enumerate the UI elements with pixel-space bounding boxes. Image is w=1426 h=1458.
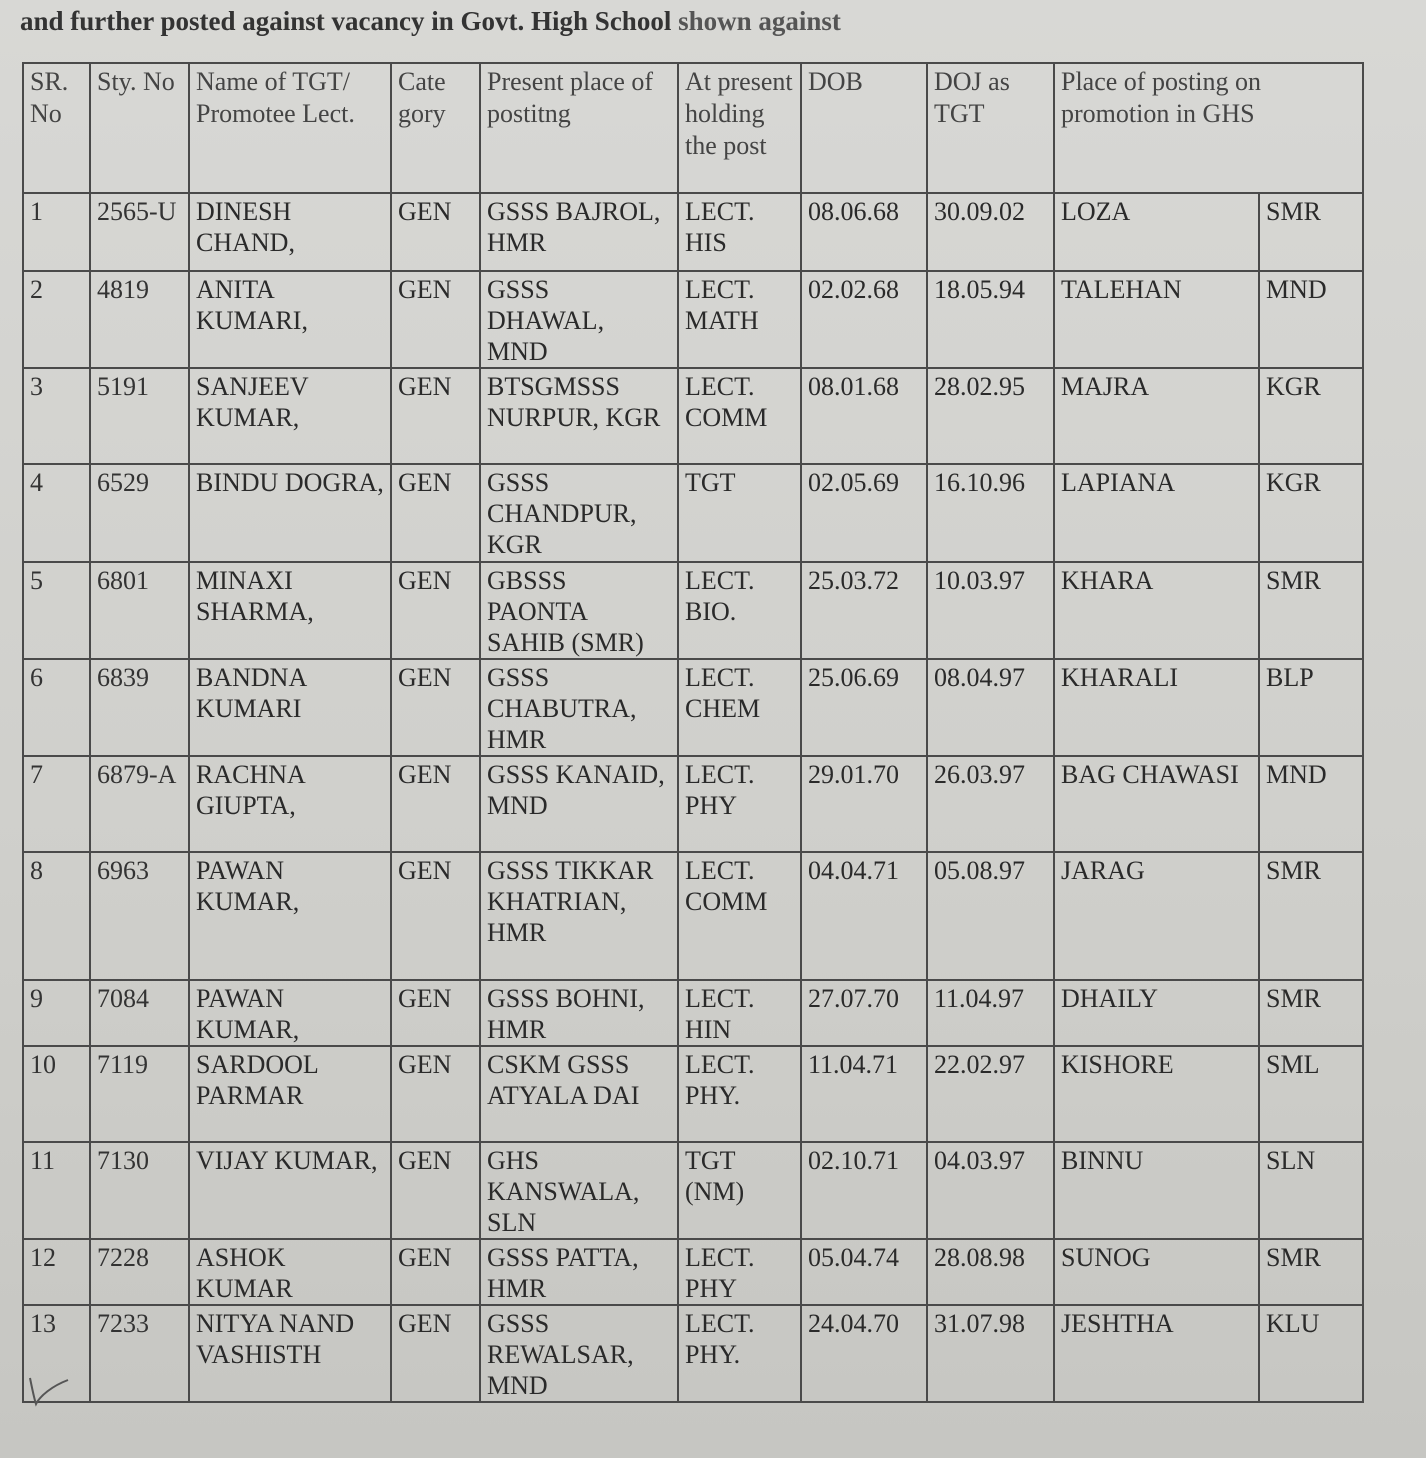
table-row [23, 271, 1363, 368]
cell-sty-no: 7084 [90, 980, 189, 1046]
header-category: Cate gory [391, 63, 480, 193]
cell-category: GEN [391, 271, 480, 368]
cell-name: ASHOK KUMAR [189, 1239, 391, 1305]
cell-doj: 04.03.97 [927, 1142, 1054, 1239]
cell-dob: 05.04.74 [801, 1239, 927, 1305]
cell-name: SANJEEV KUMAR, [189, 368, 391, 464]
cell-name: PAWAN KUMAR, [189, 980, 391, 1046]
header-dob: DOB [801, 63, 927, 193]
cell-sr-no: 8 [23, 852, 90, 980]
cell-posting-district: SMR [1259, 1239, 1363, 1305]
header-sr-no: SR. No [23, 63, 90, 193]
cell-present-place: GSSS PATTA, HMR [480, 1239, 678, 1305]
table-row [23, 464, 1363, 562]
cell-present-post: LECT. COMM [678, 852, 801, 980]
cell-present-post: LECT. PHY [678, 756, 801, 852]
cell-posting-district: KGR [1259, 464, 1363, 562]
cell-present-post: LECT. HIS [678, 193, 801, 271]
cell-sr-no: 7 [23, 756, 90, 852]
cell-sr-no: 2 [23, 271, 90, 368]
cell-dob: 25.03.72 [801, 562, 927, 659]
table-row [23, 1142, 1363, 1239]
cell-present-post: TGT (NM) [678, 1142, 801, 1239]
cell-sr-no: 9 [23, 980, 90, 1046]
cell-category: GEN [391, 562, 480, 659]
cell-posting-place: LAPIANA [1054, 464, 1259, 562]
cell-doj: 30.09.02 [927, 193, 1054, 271]
cell-present-post: LECT. COMM [678, 368, 801, 464]
cell-dob: 25.06.69 [801, 659, 927, 756]
cell-present-place: GSSS KANAID, MND [480, 756, 678, 852]
cell-dob: 08.01.68 [801, 368, 927, 464]
cell-sty-no: 6839 [90, 659, 189, 756]
header-sty-no: Sty. No [90, 63, 189, 193]
table-row [23, 193, 1363, 271]
cell-present-post: LECT. HIN [678, 980, 801, 1046]
cell-doj: 16.10.96 [927, 464, 1054, 562]
cell-name: SARDOOL PARMAR [189, 1046, 391, 1142]
cell-sty-no: 7228 [90, 1239, 189, 1305]
header-present-place: Present place of postitng [480, 63, 678, 193]
cell-posting-place: KHARALI [1054, 659, 1259, 756]
table-header-row [23, 63, 1363, 193]
cell-dob: 02.05.69 [801, 464, 927, 562]
cell-posting-place: DHAILY [1054, 980, 1259, 1046]
cell-doj: 26.03.97 [927, 756, 1054, 852]
cell-present-place: GSSS CHANDPUR, KGR [480, 464, 678, 562]
handwritten-tick-mark [26, 1368, 72, 1408]
cell-posting-place: JESHTHA [1054, 1305, 1259, 1402]
cell-posting-district: KLU [1259, 1305, 1363, 1402]
cell-sty-no: 6963 [90, 852, 189, 980]
cell-present-place: GBSSS PAONTA SAHIB (SMR) [480, 562, 678, 659]
cell-present-post: LECT. CHEM [678, 659, 801, 756]
cell-category: GEN [391, 464, 480, 562]
cell-sty-no: 6879-A [90, 756, 189, 852]
cell-sty-no: 6529 [90, 464, 189, 562]
table-row [23, 756, 1363, 852]
cell-present-place: GSSS BOHNI, HMR [480, 980, 678, 1046]
cell-dob: 11.04.71 [801, 1046, 927, 1142]
cell-posting-district: MND [1259, 271, 1363, 368]
cell-posting-district: SML [1259, 1046, 1363, 1142]
cell-dob: 29.01.70 [801, 756, 927, 852]
cell-doj: 31.07.98 [927, 1305, 1054, 1402]
cell-dob: 04.04.71 [801, 852, 927, 980]
cell-category: GEN [391, 852, 480, 980]
cell-sr-no: 12 [23, 1239, 90, 1305]
cell-category: GEN [391, 980, 480, 1046]
table-row [23, 659, 1363, 756]
cell-posting-district: BLP [1259, 659, 1363, 756]
cell-doj: 08.04.97 [927, 659, 1054, 756]
cell-posting-place: MAJRA [1054, 368, 1259, 464]
cell-posting-district: SMR [1259, 852, 1363, 980]
cell-category: GEN [391, 193, 480, 271]
cell-posting-district: SLN [1259, 1142, 1363, 1239]
cell-doj: 22.02.97 [927, 1046, 1054, 1142]
cell-sr-no: 5 [23, 562, 90, 659]
cell-sr-no: 13 [23, 1305, 90, 1402]
cell-posting-district: SMR [1259, 562, 1363, 659]
cell-posting-place: BAG CHAWASI [1054, 756, 1259, 852]
cell-posting-place: SUNOG [1054, 1239, 1259, 1305]
cell-sty-no: 5191 [90, 368, 189, 464]
cell-name: PAWAN KUMAR, [189, 852, 391, 980]
table-row [23, 852, 1363, 980]
cell-sr-no: 6 [23, 659, 90, 756]
cell-posting-district: KGR [1259, 368, 1363, 464]
cell-posting-district: SMR [1259, 980, 1363, 1046]
cell-present-place: GSSS CHABUTRA, HMR [480, 659, 678, 756]
cell-doj: 18.05.94 [927, 271, 1054, 368]
cell-doj: 11.04.97 [927, 980, 1054, 1046]
page-heading [20, 6, 1020, 37]
cell-dob: 24.04.70 [801, 1305, 927, 1402]
cell-present-place: CSKM GSSS ATYALA DAI [480, 1046, 678, 1142]
table-row [23, 980, 1363, 1046]
cell-category: GEN [391, 1305, 480, 1402]
cell-category: GEN [391, 1239, 480, 1305]
cell-sty-no: 6801 [90, 562, 189, 659]
cell-posting-place: TALEHAN [1054, 271, 1259, 368]
cell-category: GEN [391, 1142, 480, 1239]
cell-present-place: GSSS TIKKAR KHATRIAN, HMR [480, 852, 678, 980]
cell-sty-no: 7233 [90, 1305, 189, 1402]
cell-doj: 05.08.97 [927, 852, 1054, 980]
cell-category: GEN [391, 659, 480, 756]
cell-posting-place: KHARA [1054, 562, 1259, 659]
table-row [23, 1239, 1363, 1305]
cell-present-place: GSSS DHAWAL, MND [480, 271, 678, 368]
cell-sty-no: 7130 [90, 1142, 189, 1239]
header-name: Name of TGT/ Promotee Lect. [189, 63, 391, 193]
table-row [23, 368, 1363, 464]
cell-posting-district: MND [1259, 756, 1363, 852]
cell-dob: 27.07.70 [801, 980, 927, 1046]
header-at-present: At present holding the post [678, 63, 801, 193]
table-row [23, 562, 1363, 659]
cell-name: BANDNA KUMARI [189, 659, 391, 756]
cell-sr-no: 4 [23, 464, 90, 562]
cell-posting-place: JARAG [1054, 852, 1259, 980]
cell-present-post: LECT. MATH [678, 271, 801, 368]
cell-name: NITYA NAND VASHISTH [189, 1305, 391, 1402]
cell-present-place: GHS KANSWALA, SLN [480, 1142, 678, 1239]
cell-name: VIJAY KUMAR, [189, 1142, 391, 1239]
cell-sty-no: 7119 [90, 1046, 189, 1142]
promotion-table [22, 62, 1364, 1403]
cell-present-place: GSSS BAJROL, HMR [480, 193, 678, 271]
table-row [23, 1305, 1363, 1402]
table-row [23, 1046, 1363, 1142]
cell-category: GEN [391, 368, 480, 464]
cell-posting-district: SMR [1259, 193, 1363, 271]
cell-posting-place: KISHORE [1054, 1046, 1259, 1142]
cell-dob: 02.02.68 [801, 271, 927, 368]
cell-sr-no: 1 [23, 193, 90, 271]
heading-text: and further posted against vacancy in Govt. High School [20, 6, 672, 36]
cell-name: MINAXI SHARMA, [189, 562, 391, 659]
cell-present-post: LECT. BIO. [678, 562, 801, 659]
cell-name: ANITA KUMARI, [189, 271, 391, 368]
cell-posting-place: LOZA [1054, 193, 1259, 271]
cell-name: RACHNA GIUPTA, [189, 756, 391, 852]
cell-doj: 28.02.95 [927, 368, 1054, 464]
cell-present-place: GSSS REWALSAR, MND [480, 1305, 678, 1402]
header-doj: DOJ as TGT [927, 63, 1054, 193]
cell-present-post: TGT [678, 464, 801, 562]
cell-doj: 28.08.98 [927, 1239, 1054, 1305]
cell-present-place: BTSGMSSS NURPUR, KGR [480, 368, 678, 464]
cell-sty-no: 2565-U [90, 193, 189, 271]
cell-dob: 02.10.71 [801, 1142, 927, 1239]
cell-present-post: LECT. PHY. [678, 1046, 801, 1142]
heading-faded-text: shown against [678, 6, 841, 36]
cell-category: GEN [391, 1046, 480, 1142]
header-posting: Place of posting on promotion in GHS [1054, 63, 1363, 193]
cell-category: GEN [391, 756, 480, 852]
cell-name: BINDU DOGRA, [189, 464, 391, 562]
cell-dob: 08.06.68 [801, 193, 927, 271]
cell-name: DINESH CHAND, [189, 193, 391, 271]
cell-sr-no: 11 [23, 1142, 90, 1239]
cell-sr-no: 10 [23, 1046, 90, 1142]
cell-present-post: LECT. PHY. [678, 1305, 801, 1402]
cell-present-post: LECT. PHY [678, 1239, 801, 1305]
cell-doj: 10.03.97 [927, 562, 1054, 659]
cell-sr-no: 3 [23, 368, 90, 464]
cell-posting-place: BINNU [1054, 1142, 1259, 1239]
cell-sty-no: 4819 [90, 271, 189, 368]
